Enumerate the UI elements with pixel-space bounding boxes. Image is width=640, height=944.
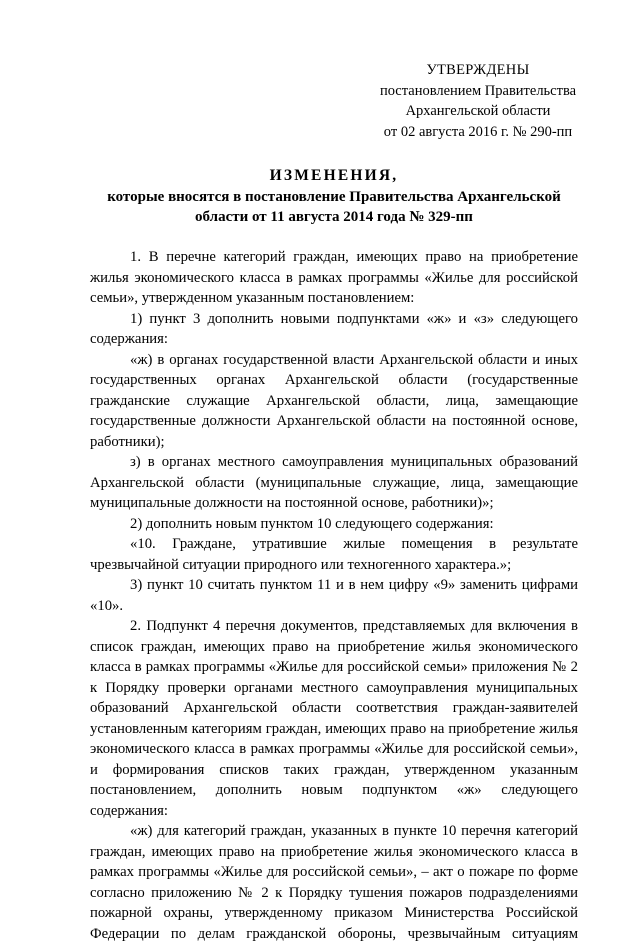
body-paragraph: «ж) в органах государственной власти Архангельской области и иных государственных органах Архангельской области (государственные гражданские служащие Архангельской области, лица, замещающие государственные должности Архангельской области на постоянной основе, работники); — [90, 351, 578, 450]
approval-stamp — [358, 60, 598, 142]
approval-word: УТВЕРЖДЕНЫ — [426, 62, 530, 78]
approval-line: Архангельской области — [405, 103, 551, 119]
document-heading: ИЗМЕНЕНИЯ, — [269, 167, 399, 184]
body-paragraph: 2) дополнить новым пунктом 10 следующего содержания: — [130, 515, 494, 532]
body-paragraph: 1) пункт 3 дополнить новыми подпунктами «ж» и «з» следующего содержания: — [90, 310, 578, 347]
document-subheading: которые вносятся в постановление Правительства Архангельской области от 11 августа 2014 года № 329-пп — [107, 188, 561, 225]
body-paragraph: з) в органах местного самоуправления муниципальных образований Архангельской области (муниципальные служащие, лица, замещающие муниципальные должности на постоянной основе, работники)»; — [90, 454, 578, 511]
approval-line: постановлением Правительства — [379, 82, 577, 99]
body-paragraph: 3) пункт 10 считать пунктом 11 и в нем цифру «9» заменить цифрами «10». — [90, 577, 578, 614]
document-body — [90, 247, 578, 944]
body-paragraph: «10. Граждане, утратившие жилые помещения в результате чрезвычайной ситуации природного или техногенного характера.»; — [90, 536, 578, 573]
body-paragraph: 2. Подпункт 4 перечня документов, представляемых для включения в список граждан, имеющих право на приобретение жилья экономического класса в рамках программы «Жилье для российской семьи» приложения № 2 к Порядку проверки органами местного самоуправления муниципальных образований Архангельской области соответствия граждан-заявителей установленным категориям граждан, имеющих право на приобретение жилья экономического класса в рамках программы «Жилье для российской семьи», и формирования списков таких граждан, утвержденном указанным постановлением, дополнить новым подпунктом «ж» следующего содержания: — [90, 618, 578, 819]
body-paragraph: «ж) для категорий граждан, указанных в пункте 10 перечня категорий граждан, имеющих право на приобретение жилья экономического класса в рамках программы «Жилье для российской семьи», – акт о пожаре по форме согласно приложению № 2 к Порядку тушения пожаров подразделениями пожарной охраны, утвержденному приказом Министерства Российской Федерации по делам гражданской обороны, чрезвычайным ситуациям — [90, 823, 578, 942]
document-title-block — [90, 166, 578, 228]
approval-line: от 02 августа 2016 г. № 290-пп — [383, 123, 573, 140]
body-paragraph: 1. В перечне категорий граждан, имеющих право на приобретение жилья экономического класса в рамках программы «Жилье для российской семьи», утвержденном указанным постановлением: — [90, 249, 578, 306]
